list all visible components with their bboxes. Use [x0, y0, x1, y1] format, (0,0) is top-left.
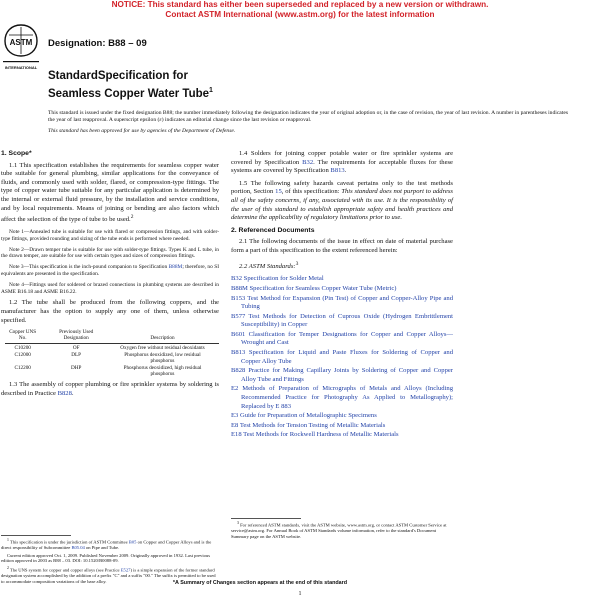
approval-note: This standard has been approved for use by agencies of the Department of Defense.: [48, 128, 236, 135]
table-cell: DHP: [70, 365, 82, 372]
link-b828[interactable]: B828: [57, 389, 72, 397]
notice-line-1: NOTICE: This standard has either been superseded and replaced by a new version or withdrawn.: [111, 0, 489, 9]
footnote-divider: [1, 535, 71, 536]
logo-subtext: INTERNATIONAL: [4, 65, 38, 70]
table-cell: C10200: [14, 345, 31, 352]
link-b813[interactable]: B813: [330, 167, 345, 175]
table-row: [5, 364, 219, 377]
right-column: [231, 150, 453, 441]
para-1-2: 1.2 The tube shall be produced from the following coppers, and the manufacturer has the option to supply any one of them, unless otherwise specified.: [1, 299, 219, 324]
table-row: [5, 351, 219, 364]
list-item[interactable]: E3 Guide for Preparation of Metallographic Specimens: [231, 412, 377, 420]
left-column: [1, 150, 219, 402]
para-1-1: 1.1 This specification establishes the requirements for seamless copper water tube suitable for general plumbing, similar applications for the conveyance of fluids, and commonly used with solder, flared, or compression-type fittings. The type of copper water tube suitable for any particular application is determined by the internal or external fluid pressure, by the installation and service conditions, and by local requirements. Means of joining or bending are also factors which affect the selection of the type of tube to be used.$^2$: [1, 161, 219, 224]
link-b05-04[interactable]: B05.04: [71, 545, 85, 551]
section-heading-scope: 1. Scope*: [1, 150, 32, 157]
para-1-4: 1.4 Solders for joining copper potable water or fire sprinkler systems are covered by Specification B32. The requirements for acceptable fluxes for these systems are covered by Specification B813.: [231, 150, 453, 175]
intro-text: This standard is issued under the fixed designation B88; the number immediately following the designation indicates the year of original adoption or, in the case of revision, the year of last revision. A number in parentheses indicates the year of last reapproval. A superscript epsilon (ε) indicates an editorial change since the last revision or reapproval.: [48, 110, 568, 124]
list-item[interactable]: B32 Specification for Solder Metal: [231, 275, 324, 283]
logo-text: ASTM: [9, 38, 33, 47]
link-b88m[interactable]: B88M: [168, 264, 183, 271]
list-item[interactable]: B577 Test Methods for Detection of Cuprous Oxide (Hydrogen Embrittlement Susceptibility) in Copper: [231, 312, 454, 329]
table-cell: DLP: [71, 352, 82, 359]
table-cell: Oxygen free without residual deoxidants: [120, 345, 205, 352]
section-heading-referenced-documents: 2. Referenced Documents: [231, 226, 315, 234]
para-1-3: 1.3 The assembly of copper plumbing or fire sprinkler systems by soldering is described in Practice B828.: [1, 381, 219, 397]
title-line-1: StandardSpecification for: [48, 70, 188, 82]
table-cell: OF: [72, 345, 80, 352]
table-row: [5, 344, 219, 352]
footnotes-right: [231, 518, 453, 541]
table-header: Previously Used Designation: [46, 329, 112, 344]
footnote-1-edition: Current edition approved Oct. 1, 2009. Published November 2009. Originally approved in 1932. Last previous edition approved in 2003 as B88 – 03. DOI: 10.1520/B0088-09.: [1, 552, 210, 564]
note-1: Note 1—Annealed tube is suitable for use with flared or compression fittings, and with solder-type fittings, provided rounding and sizing of the tube ends is performed where needed.: [1, 228, 219, 242]
footnotes-left: [1, 535, 219, 586]
copper-table: [5, 329, 219, 377]
page-number: 1: [298, 591, 302, 597]
link-e527[interactable]: E527: [120, 567, 131, 573]
table-header: Copper UNS No.: [5, 329, 46, 344]
list-item[interactable]: E8 Test Methods for Tension Testing of Metallic Materials: [231, 421, 386, 429]
footnote-divider: [231, 518, 301, 519]
table-cell: C12000: [14, 352, 31, 359]
astm-logo-icon: [3, 23, 39, 75]
para-1-5: 1.5 The following safety hazards caveat pertains only to the test methods portion, Section 15, of this specification: This standard does not purport to address all of the safety concerns, if any, associated with its use. It is the responsibility of the user of this standard to establish appropriate safety and health practices and determine the applicability of regulatory limitations prior to use.: [231, 179, 453, 222]
reference-list: [231, 275, 453, 440]
notice-banner: [0, 0, 600, 19]
para-2-1: 2.1 The following documents of the issue in effect on date of material purchase form a part of this specification to the extent referenced herein:: [231, 238, 453, 254]
intro-block: [48, 110, 568, 136]
table-cell: Phosphorus deoxidized, high residual phosphorus: [123, 365, 202, 378]
summary-of-changes-note: *A Summary of Changes section appears at the end of this standard: [172, 580, 348, 586]
table-cell: Phosphorus deoxidized, low residual phosphorus: [124, 352, 201, 365]
designation: Designation: B88 – 09: [48, 38, 147, 49]
table-header-row: [5, 329, 219, 344]
para-2-2: 2.2 ASTM Standards:$^3$: [239, 260, 299, 270]
footnote-1: $^1$ This specification is under the jurisdiction of ASTM Committee B05 on Copper and Copper Alloys and is the direct responsibility of Subcommittee B05.04 on Pipe and Tube.: [1, 538, 212, 551]
notice-line-2: Contact ASTM International (www.astm.org) for the latest information: [165, 9, 435, 19]
list-item[interactable]: B813 Specification for Liquid and Paste Fluxes for Soldering of Copper and Copper Alloy Tube: [231, 349, 453, 365]
link-b05[interactable]: B05: [128, 539, 137, 545]
note-4: Note 4—Fittings used for soldered or brazed connections in plumbing systems are described in ASME B16.18 and ASME B16.22.: [1, 281, 219, 295]
footnote-2: $^2$ The UNS system for copper and copper alloys (see Practice E527) is a simple expansion of the former standard designation system accomplished by the addition of a prefix "C" and a suffix "00." The suffix is permitted to be used to accommodate composition variations of the base alloy.: [1, 565, 216, 584]
title-line-2: Seamless Copper Water Tube$^1$: [48, 86, 213, 100]
table-cell: C12200: [14, 365, 31, 372]
note-2: Note 2—Drawn temper tube is suitable for use with solder-type fittings. Types K and L tube, in the drawn temper, are suitable for use with certain types and sizes of compression fittings.: [1, 246, 219, 260]
note-3: Note 3—This specification is the inch-pound companion to Specification B88M; therefore, no SI equivalents are presented in the specification.: [1, 264, 220, 277]
list-item[interactable]: B601 Classification for Temper Designations for Copper and Copper Alloys—Wrought and Cast: [231, 330, 453, 347]
table-header: Description: [112, 329, 219, 344]
list-item[interactable]: B153 Test Method for Expansion (Pin Test) of Copper and Copper-Alloy Pipe and Tubing: [231, 294, 454, 311]
list-item[interactable]: B828 Practice for Making Capillary Joints by Soldering of Copper and Copper Alloy Tube and Fittings: [231, 367, 453, 383]
link-b32[interactable]: B32: [302, 158, 314, 166]
list-item[interactable]: E18 Test Methods for Rockwell Hardness of Metallic Materials: [231, 431, 399, 439]
footnote-3: $^3$ For referenced ASTM standards, visit the ASTM website, www.astm.org, or contact ASTM Customer Service at service@astm.org. For Annual Book of ASTM Standards volume information, refer to the standard's Document Summary page on the ASTM website.: [231, 521, 447, 539]
list-item[interactable]: E2 Methods of Preparation of Micrographs of Metals and Alloys (Including Recommended Practice for Photography As Applied to Metallography); Replaced by E 883: [231, 385, 453, 410]
link-section-15[interactable]: 15: [275, 188, 282, 196]
page-title: [48, 70, 213, 101]
list-item[interactable]: B88M Specification for Seamless Copper Water Tube (Metric): [231, 284, 397, 292]
